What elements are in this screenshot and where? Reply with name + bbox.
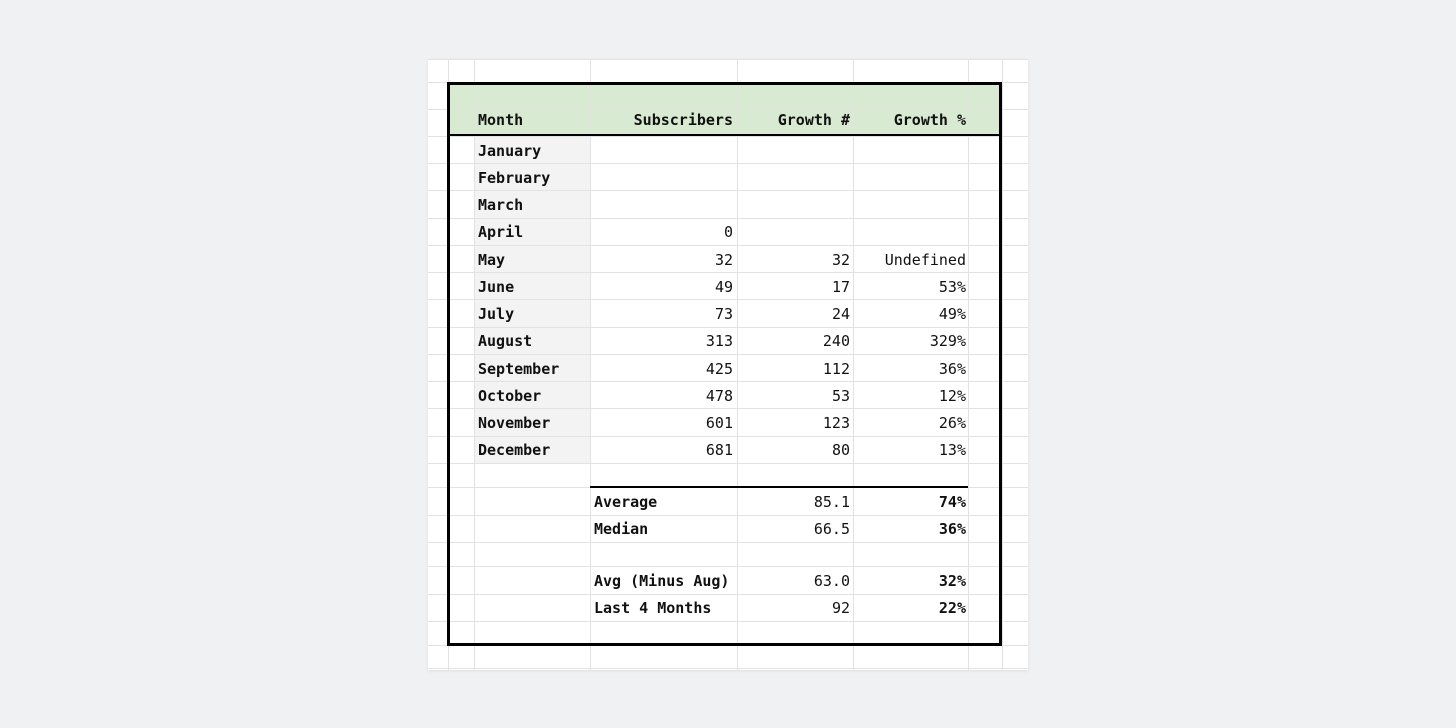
subscribers-cell[interactable]: 0 <box>723 223 733 241</box>
summary-growth-percent[interactable]: 32% <box>938 572 966 590</box>
month-cell[interactable]: December <box>478 441 551 459</box>
month-cell[interactable]: August <box>478 332 533 350</box>
growth-percent-cell[interactable]: 53% <box>938 278 966 296</box>
subscribers-cell[interactable]: 681 <box>705 441 733 459</box>
subscribers-cell[interactable]: 73 <box>714 305 733 323</box>
month-cell[interactable]: March <box>478 196 524 214</box>
subscribers-cell[interactable]: 601 <box>705 414 733 432</box>
summary-top-rule <box>590 486 968 488</box>
header-bottom-rule <box>447 134 1002 136</box>
month-cell[interactable]: February <box>478 169 551 187</box>
month-cell[interactable]: September <box>478 360 560 378</box>
summary-label-median[interactable]: Median <box>594 520 649 538</box>
header-month[interactable]: Month <box>478 111 524 129</box>
header-growth-percent[interactable]: Growth % <box>893 111 966 129</box>
growth-number-cell[interactable]: 80 <box>831 441 850 459</box>
subscribers-cell[interactable]: 478 <box>705 387 733 405</box>
summary-growth-percent[interactable]: 36% <box>938 520 966 538</box>
growth-number-cell[interactable]: 17 <box>831 278 850 296</box>
summary-growth-number[interactable]: 92 <box>831 599 850 617</box>
month-cell[interactable]: November <box>478 414 551 432</box>
month-cell[interactable]: January <box>478 142 542 160</box>
growth-percent-cell[interactable]: 36% <box>938 360 966 378</box>
month-cell[interactable]: May <box>478 251 506 269</box>
subscribers-cell[interactable]: 32 <box>714 251 733 269</box>
gridline-col-g <box>1002 59 1003 670</box>
summary-growth-percent[interactable]: 22% <box>938 599 966 617</box>
growth-number-cell[interactable]: 123 <box>822 414 850 432</box>
summary-label-average[interactable]: Average <box>594 493 658 511</box>
growth-percent-cell[interactable]: Undefined <box>884 251 966 269</box>
gridline-row <box>428 668 1028 669</box>
summary-growth-number[interactable]: 85.1 <box>813 493 850 511</box>
month-cell[interactable]: June <box>478 278 515 296</box>
month-cell[interactable]: October <box>478 387 542 405</box>
gridline-row <box>428 59 1028 60</box>
summary-growth-percent[interactable]: 74% <box>938 493 966 511</box>
growth-number-cell[interactable]: 240 <box>822 332 850 350</box>
subscribers-cell[interactable]: 425 <box>705 360 733 378</box>
header-growth-number[interactable]: Growth # <box>777 111 850 129</box>
growth-number-cell[interactable]: 24 <box>831 305 850 323</box>
growth-number-cell[interactable]: 32 <box>831 251 850 269</box>
summary-growth-number[interactable]: 66.5 <box>813 520 850 538</box>
growth-percent-cell[interactable]: 13% <box>938 441 966 459</box>
month-cell[interactable]: July <box>478 305 515 323</box>
summary-label-avg-minus-aug[interactable]: Avg (Minus Aug) <box>594 572 730 590</box>
growth-percent-cell[interactable]: 49% <box>938 305 966 323</box>
growth-percent-cell[interactable]: 12% <box>938 387 966 405</box>
subscribers-cell[interactable]: 313 <box>705 332 733 350</box>
month-cell[interactable]: April <box>478 223 524 241</box>
growth-number-cell[interactable]: 53 <box>831 387 850 405</box>
spreadsheet <box>428 59 1028 670</box>
growth-number-cell[interactable]: 112 <box>822 360 850 378</box>
summary-growth-number[interactable]: 63.0 <box>813 572 850 590</box>
subscribers-cell[interactable]: 49 <box>714 278 733 296</box>
growth-percent-cell[interactable]: 329% <box>929 332 966 350</box>
header-subscribers[interactable]: Subscribers <box>633 111 733 129</box>
summary-label-last-4-months[interactable]: Last 4 Months <box>594 599 712 617</box>
growth-percent-cell[interactable]: 26% <box>938 414 966 432</box>
